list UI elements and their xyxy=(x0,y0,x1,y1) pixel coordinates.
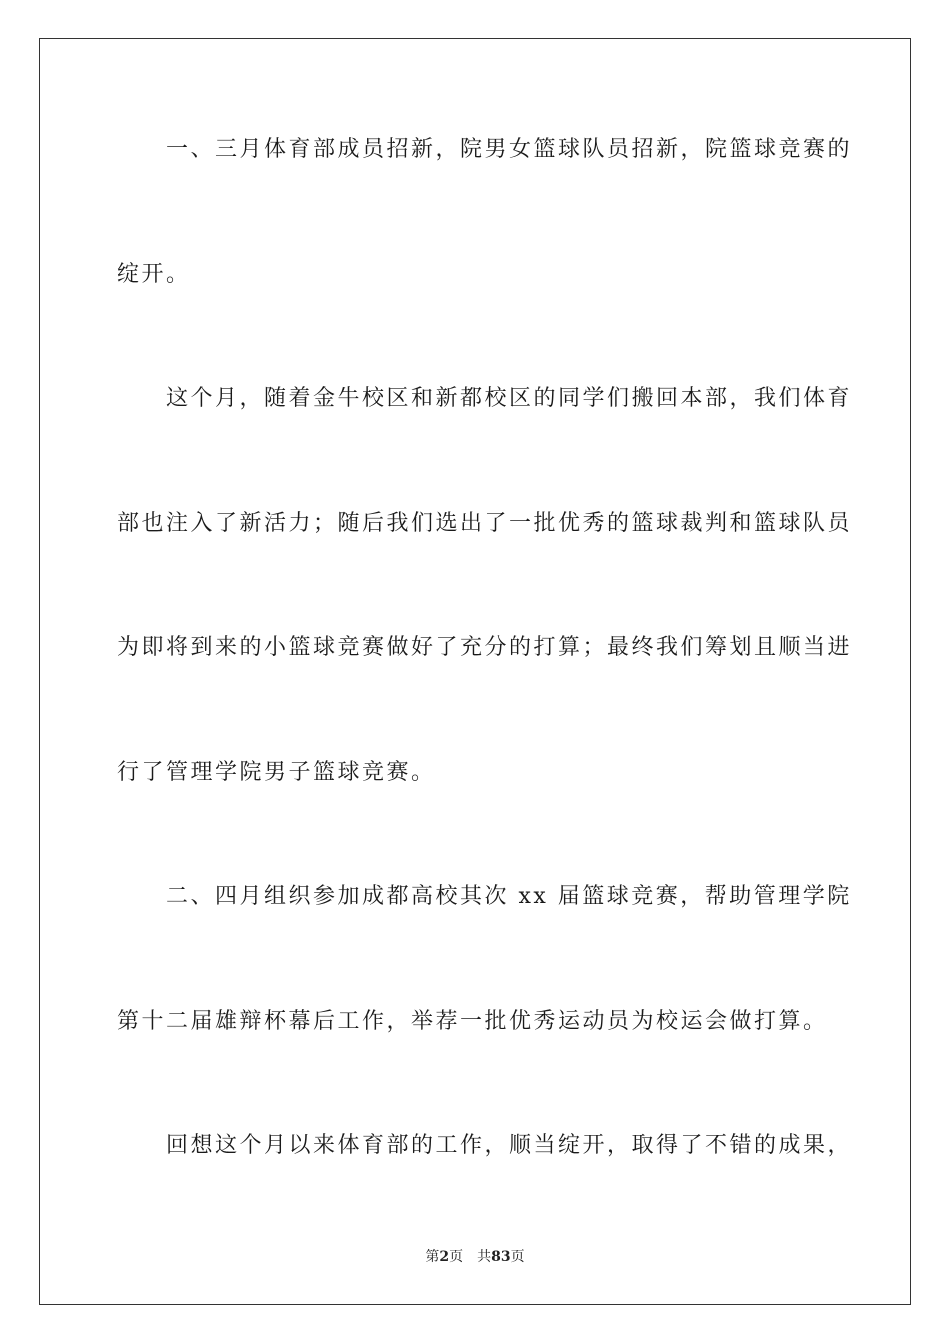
page-prefix: 第 xyxy=(425,1249,440,1265)
paragraph-line: 部也注入了新活力；随后我们选出了一批优秀的篮球裁判和篮球队员 xyxy=(117,511,853,536)
paragraph-line: 一、三月体育部成员招新，院男女篮球队员招新，院篮球竞赛的 xyxy=(166,137,853,162)
paragraph-line: 这个月，随着金牛校区和新都校区的同学们搬回本部，我们体育 xyxy=(166,386,853,411)
total-suffix: 页 xyxy=(510,1249,525,1265)
paragraph-line: 二、四月组织参加成都高校其次 xx 届篮球竞赛，帮助管理学院 xyxy=(166,884,852,909)
paragraph-line: 绽开。 xyxy=(117,262,191,287)
paragraph-line: 行了管理学院男子篮球竞赛。 xyxy=(117,760,436,785)
page-number: 2 xyxy=(439,1249,450,1265)
total-prefix: 共 xyxy=(477,1249,492,1265)
total-pages: 83 xyxy=(491,1249,511,1265)
paragraph-line: 第十二届雄辩杯幕后工作，举荐一批优秀运动员为校运会做打算。 xyxy=(117,1009,828,1034)
paragraph-line: 为即将到来的小篮球竞赛做好了充分的打算；最终我们筹划且顺当进 xyxy=(117,635,853,660)
page-suffix: 页 xyxy=(449,1249,464,1265)
page-footer xyxy=(0,1247,950,1267)
page-border xyxy=(39,38,911,1305)
paragraph-line: 回想这个月以来体育部的工作，顺当绽开，取得了不错的成果， xyxy=(166,1133,853,1158)
